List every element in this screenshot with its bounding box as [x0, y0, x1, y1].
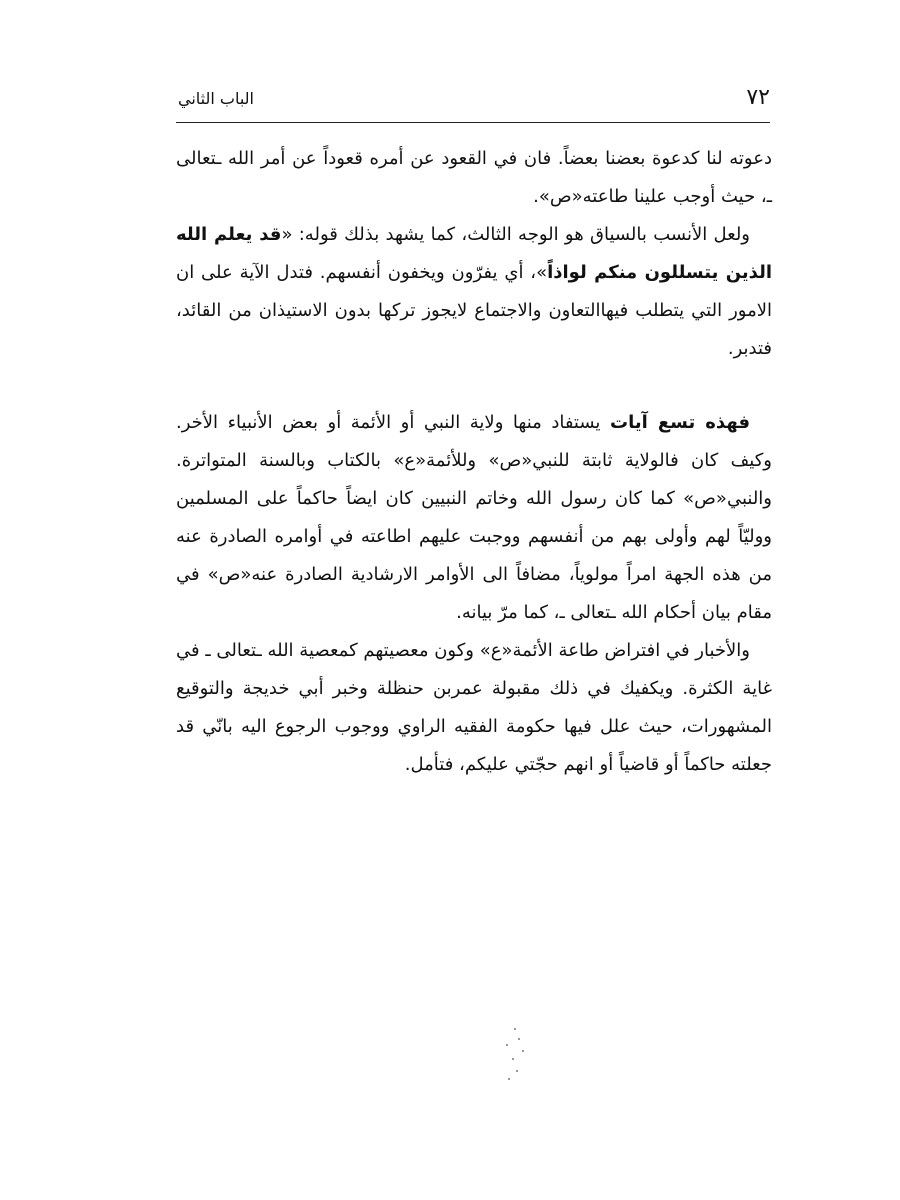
scan-speckle: [496, 1028, 536, 1088]
paragraph-2-text-before: ولعل الأنسب بالسياق هو الوجه الثالث، كما يشهد بذلك قوله: «: [281, 224, 750, 245]
running-header: [178, 84, 770, 116]
paragraph-3-text: يستفاد منها ولاية النبي أو الأئمة أو بعض الأنبياء الأخر. وكيف كان فالولاية ثابتة للنبي«ص» وللأئمة«ع» بالكتاب وبالسنة المتواترة. والنبي«ص» كما كان رسول الله وخاتم النبيين كان ايضاً حاكماً على المسلمين ووليّاً لهم وأولى بهم من أنفسهم ووجبت عليهم اطاعته في أوامره الصادرة عنه من هذه الجهة امراً مولوياً، مضافاً الى الأوامر الارشادية الصادرة عنه«ص» في مقام بيان أحكام الله ـتعالى ـ، كما مرّ بيانه.: [176, 412, 772, 623]
speck: [508, 1078, 510, 1080]
quranic-quote: قد يعلم الله الذين يتسللون منكم لواذاً: [176, 224, 773, 283]
speck: [506, 1044, 508, 1046]
paragraph-4-text: والأخبار في افتراض طاعة الأئمة«ع» وكون معصيتهم كمعصية الله ـتعالى ـ في غاية الكثرة. ويكفيك في ذلك مقبولة عمربن حنظلة وخبر أبي خديجة والتوقيع المشهورات، حيث علل فيها حكومة الفقيه الراوي ووجوب الرجوع اليه بانّي قد جعلته حاكماً أو قاضياً أو انهم حجّتي عليكم، فتأمل.: [176, 640, 772, 775]
speck: [514, 1028, 516, 1030]
speck: [512, 1058, 514, 1060]
paragraph-4: [176, 632, 772, 784]
paragraph-2: [176, 216, 772, 368]
chapter-title: الباب الثاني: [178, 89, 254, 108]
paragraph-1-text: دعوته لنا كدعوة بعضنا بعضاً. فان في القعود عن أمره قعوداً عن أمر الله ـتعالى ـ، حيث أوجب علينا طاعته«ص».: [176, 148, 772, 207]
speck: [522, 1050, 524, 1052]
header-rule: [176, 122, 770, 123]
speck: [516, 1070, 518, 1072]
body-text: [176, 140, 772, 784]
speck: [518, 1038, 520, 1040]
paragraph-3-lead: فهذه تسع آيات: [609, 412, 751, 433]
paragraph-3: [176, 404, 772, 632]
paragraph-1: [176, 140, 772, 216]
page-number: ٧٢: [746, 85, 770, 110]
paragraph-2-text-after: »، أي يفرّون ويخفون أنفسهم. فتدل الآية على ان الامور التي يتطلب فيهاالتعاون والاجتماع لايجوز تركها بدون الاستيذان من القائد، فتدبر.: [176, 262, 772, 359]
